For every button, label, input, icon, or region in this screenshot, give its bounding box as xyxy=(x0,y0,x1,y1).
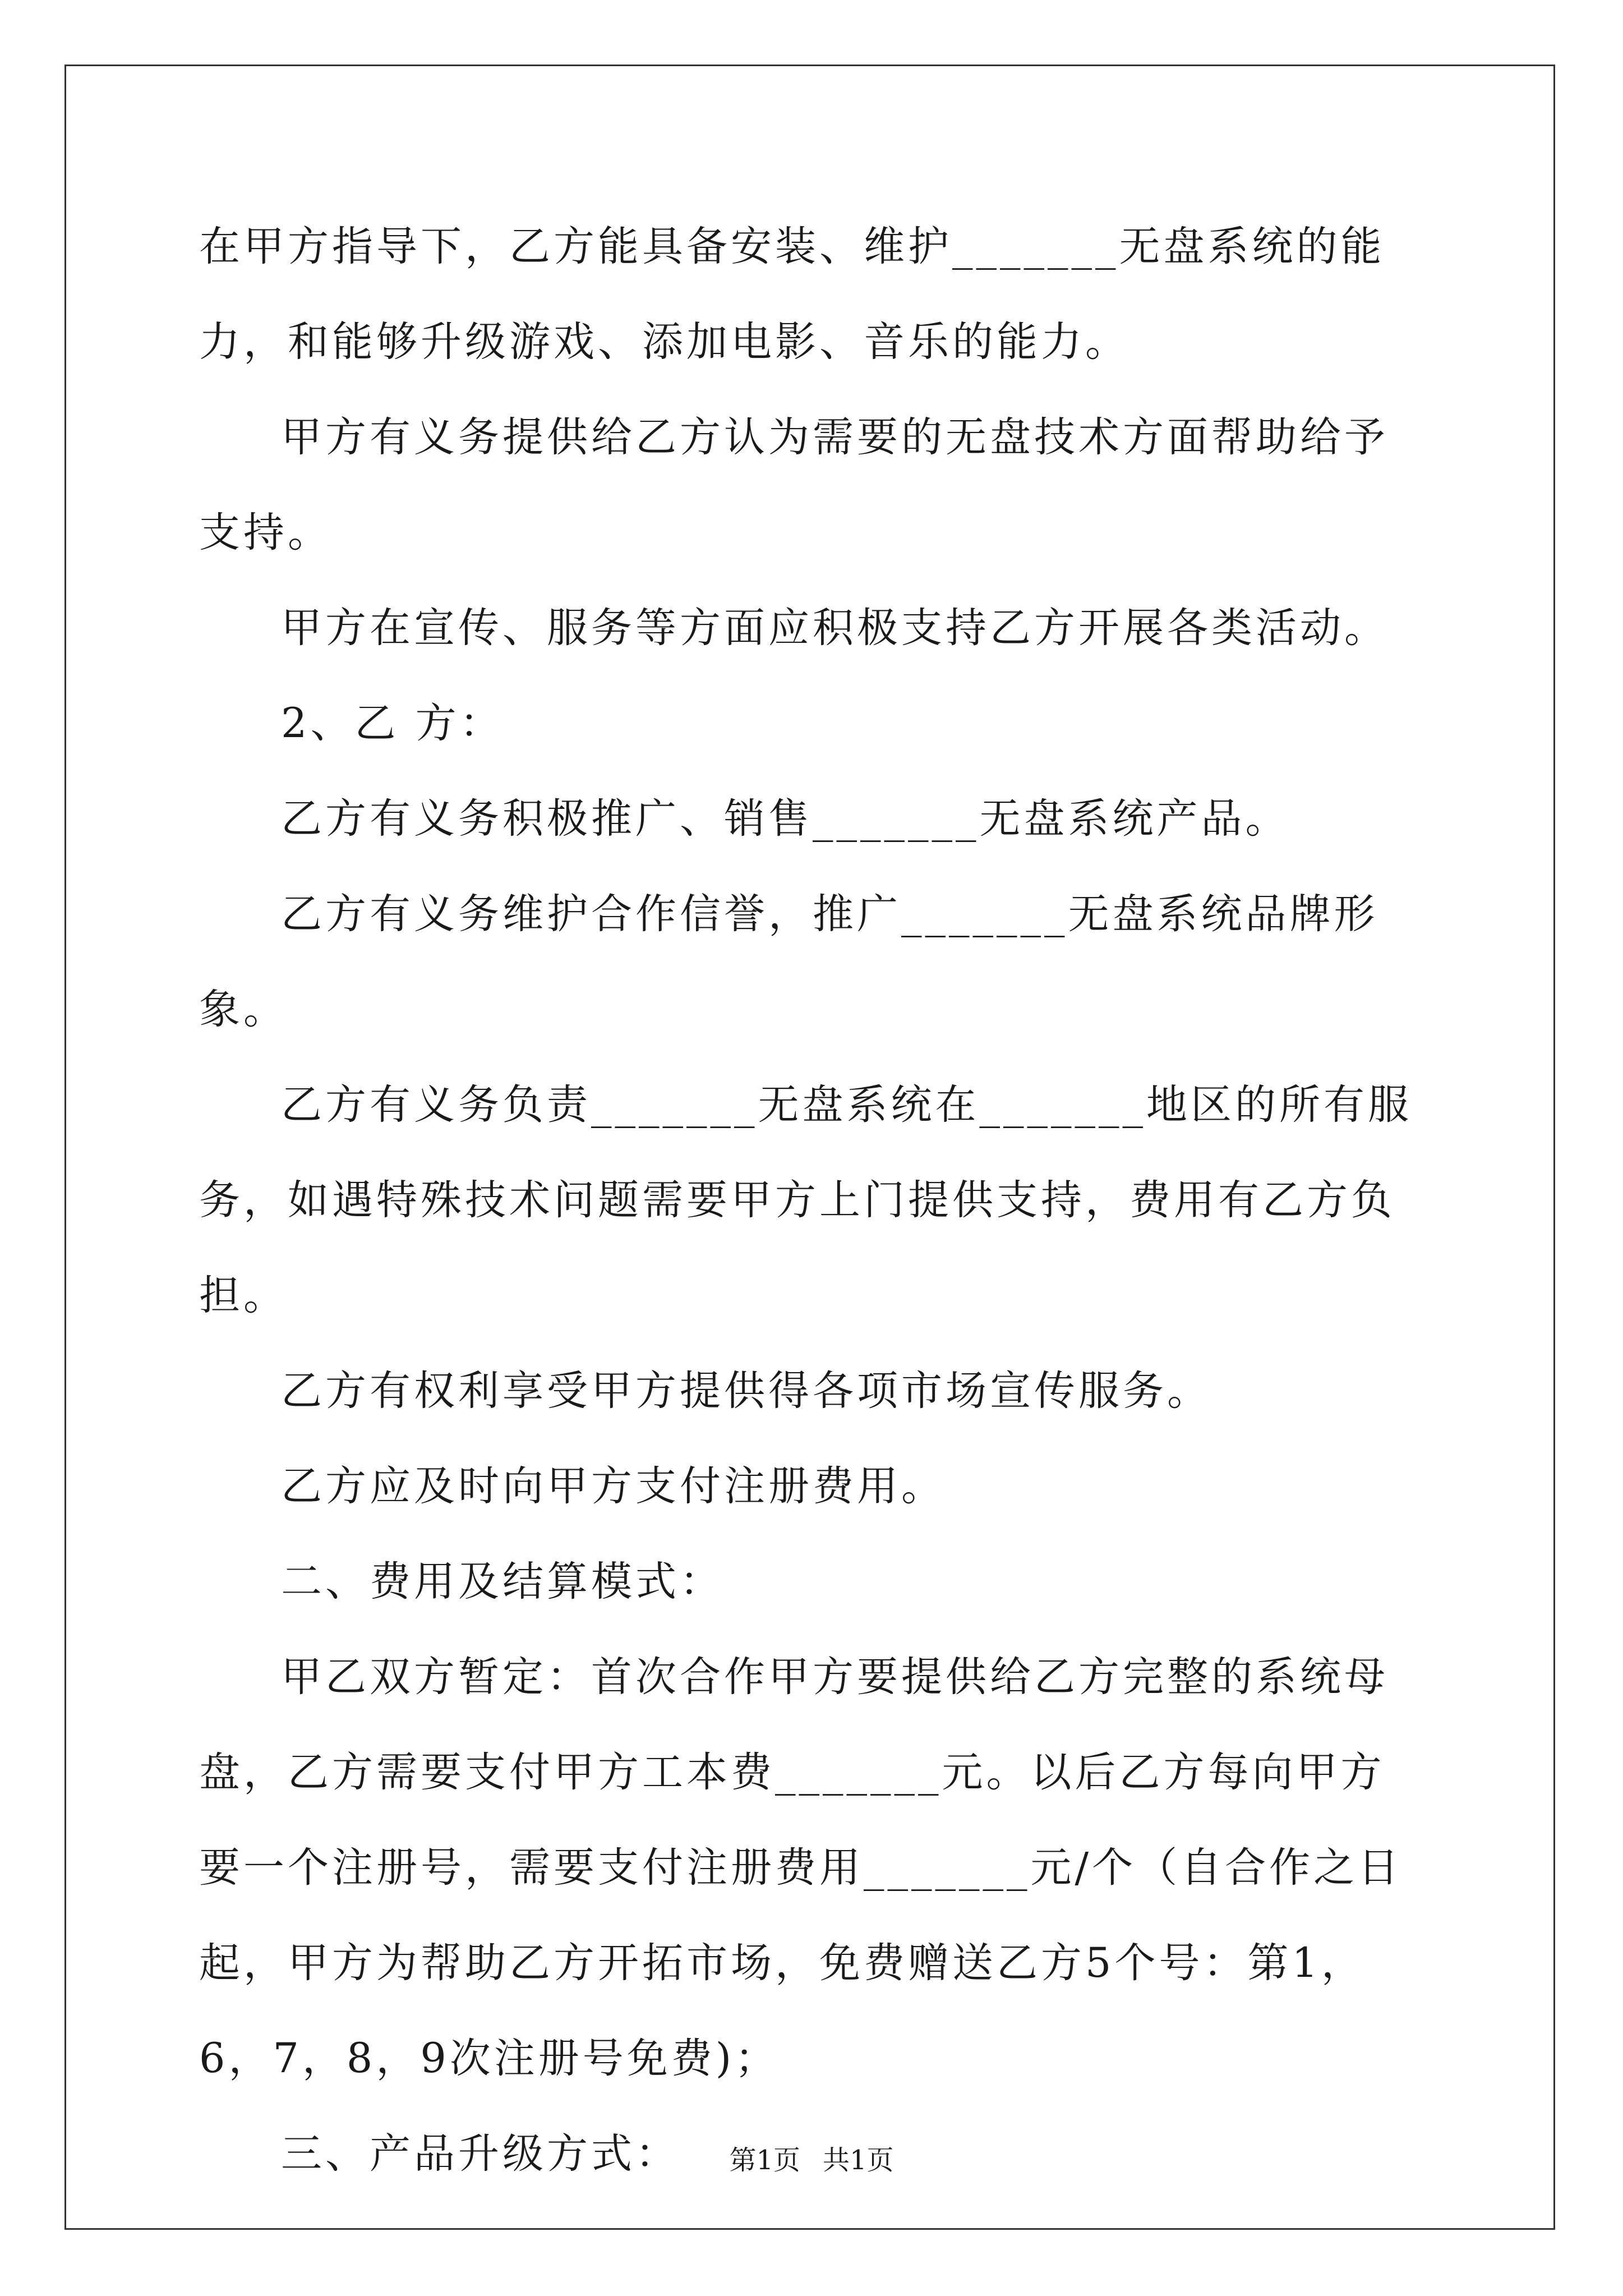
paragraph-11: 甲乙双方暂定：首次合作甲方要提供给乙方完整的系统母盘，乙方需要支付甲方工本费_______元。以后乙方每向甲方要一个注册号，需要支付注册费用_______元/个（自合作之日起，甲方为帮助乙方开拓市场，免费赠送乙方5个号：第1，6，7，8，9次注册号免费)； xyxy=(199,1653,1403,2082)
page-number: 第1页 xyxy=(729,2145,800,2176)
section-heading-fees: 二、费用及结算模式： xyxy=(281,1558,724,1605)
paragraph-2: 甲方有义务提供给乙方认为需要的无盘技术方面帮助给予支持。 xyxy=(199,413,1389,556)
paragraph-8: 乙方有权利享受甲方提供得各项市场宣传服务。 xyxy=(281,1367,1211,1415)
document-body xyxy=(199,199,1427,2202)
paragraph-1: 在甲方指导下，乙方能具备安装、维护_______无盘系统的能力，和能够升级游戏、添加电影、音乐的能力。 xyxy=(199,223,1385,366)
section-heading-upgrade: 三、产品升级方式： xyxy=(281,2130,680,2178)
paragraph-9: 乙方应及时向甲方支付注册费用。 xyxy=(281,1462,946,1510)
paragraph-7: 乙方有义务负责_______无盘系统在_______地区的所有服务，如遇特殊技术问题需要甲方上门提供支持，费用有乙方负担。 xyxy=(199,1081,1412,1319)
paragraph-5: 乙方有义务积极推广、销售_______无盘系统产品。 xyxy=(281,795,1290,843)
page-footer xyxy=(0,2138,1623,2177)
paragraph-3: 甲方在宣传、服务等方面应积极支持乙方开展各类活动。 xyxy=(281,604,1389,652)
page-total: 共1页 xyxy=(823,2145,894,2176)
section-heading-party-b: 2、乙 方： xyxy=(281,700,504,747)
paragraph-6: 乙方有义务维护合作信誉，推广_______无盘系统品牌形象。 xyxy=(199,890,1378,1033)
